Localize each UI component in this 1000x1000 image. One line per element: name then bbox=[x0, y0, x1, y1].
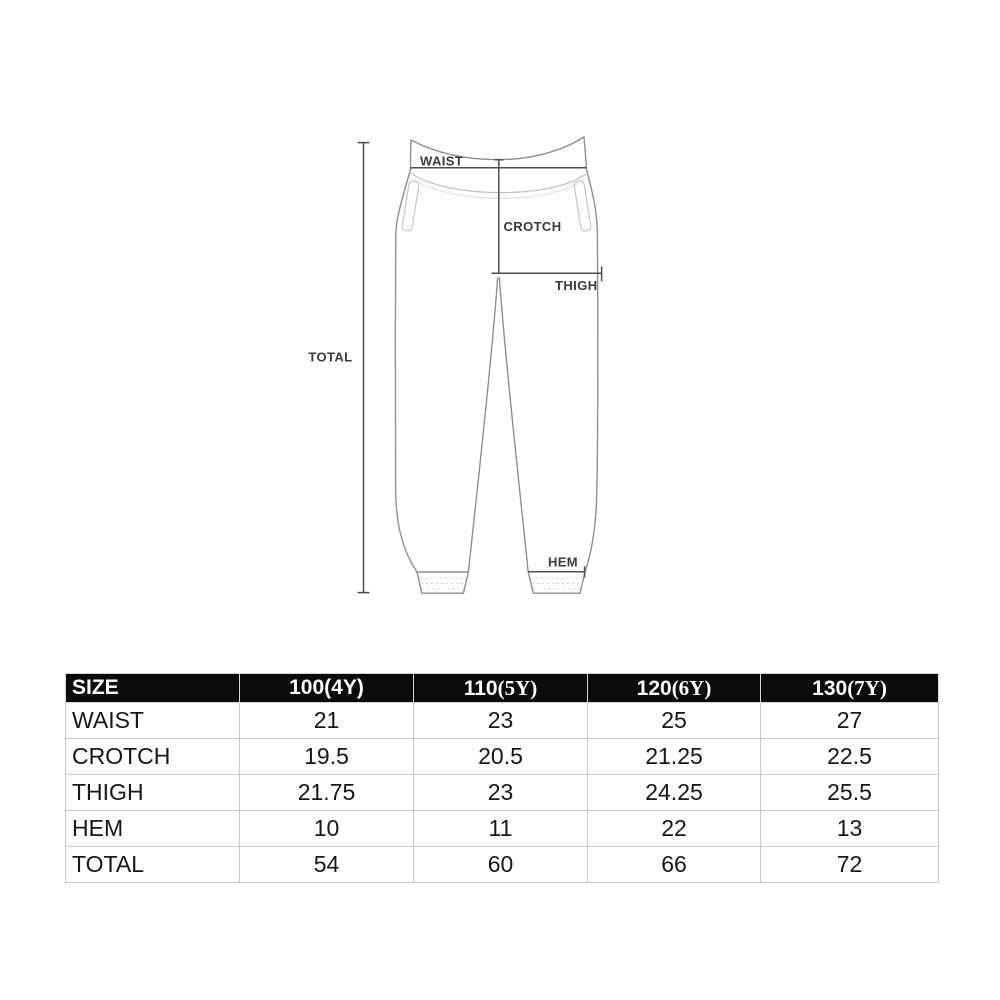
crotch-dimension-line bbox=[495, 160, 504, 273]
header-col-120-6y bbox=[588, 674, 761, 703]
cell-value: 72 bbox=[761, 847, 939, 883]
table-row-thigh bbox=[66, 775, 939, 811]
size-chart-table bbox=[65, 673, 939, 883]
table-row-waist bbox=[66, 703, 939, 739]
waistband-left-edge bbox=[410, 140, 411, 170]
left-outseam bbox=[395, 170, 417, 573]
table-row-crotch bbox=[66, 739, 939, 775]
cell-value: 25 bbox=[588, 703, 761, 739]
header-size-number: 110 bbox=[463, 676, 498, 700]
header-age-suffix: (7Y) bbox=[847, 675, 887, 700]
waistband-right-edge bbox=[584, 137, 587, 170]
header-size-number: 130 bbox=[812, 676, 848, 700]
header-col-110-5y bbox=[414, 674, 588, 703]
row-label-thigh: THIGH bbox=[66, 775, 240, 811]
cell-value: 66 bbox=[588, 847, 761, 883]
left-cuff bbox=[417, 572, 468, 593]
table-header-row bbox=[66, 674, 939, 703]
cell-value: 23 bbox=[414, 703, 588, 739]
cell-value: 11 bbox=[414, 811, 588, 847]
cell-value: 21 bbox=[240, 703, 414, 739]
header-size-number: 100 bbox=[289, 676, 325, 699]
waist-label: WAIST bbox=[420, 153, 464, 169]
total-label: TOTAL bbox=[308, 349, 353, 365]
left-pocket bbox=[402, 181, 420, 232]
crotch-label: CROTCH bbox=[503, 219, 562, 234]
cell-value: 21.75 bbox=[240, 775, 414, 811]
cell-value: 24.25 bbox=[588, 775, 761, 811]
left-cuff-ribbing bbox=[420, 578, 467, 589]
cell-value: 21.25 bbox=[588, 739, 761, 775]
cell-value: 23 bbox=[414, 775, 588, 811]
header-age-suffix: (5Y) bbox=[497, 675, 538, 700]
row-label-hem: HEM bbox=[66, 811, 240, 847]
thigh-label: THIGH bbox=[555, 278, 598, 293]
header-age-suffix: (4Y) bbox=[324, 676, 364, 699]
cell-value: 27 bbox=[761, 703, 939, 739]
header-size: SIZE bbox=[66, 674, 240, 703]
header-col-130-7y bbox=[761, 674, 939, 703]
dimension-lines bbox=[358, 143, 602, 593]
cell-value: 22.5 bbox=[761, 739, 939, 775]
right-inseam bbox=[499, 278, 528, 572]
row-label-crotch: CROTCH bbox=[66, 739, 240, 775]
cell-value: 13 bbox=[761, 811, 939, 847]
dimension-labels bbox=[308, 154, 597, 570]
table-row-total bbox=[66, 847, 939, 883]
left-inseam bbox=[468, 278, 497, 572]
cell-value: 54 bbox=[240, 847, 414, 883]
cell-value: 10 bbox=[240, 811, 414, 847]
header-age-suffix: (6Y) bbox=[671, 675, 712, 700]
hem-label: HEM bbox=[547, 554, 579, 570]
cell-value: 25.5 bbox=[761, 775, 939, 811]
right-cuff-ribbing bbox=[531, 578, 584, 589]
header-col-100-4y bbox=[240, 674, 414, 703]
cell-value: 20.5 bbox=[414, 739, 588, 775]
row-label-total: TOTAL bbox=[66, 847, 240, 883]
cell-value: 60 bbox=[414, 847, 588, 883]
total-dimension-line bbox=[358, 143, 370, 593]
right-pocket bbox=[574, 181, 592, 232]
table-row-hem bbox=[66, 811, 939, 847]
pants-outline bbox=[395, 137, 597, 593]
row-label-waist: WAIST bbox=[66, 703, 240, 739]
cell-value: 19.5 bbox=[240, 739, 414, 775]
right-cuff bbox=[528, 572, 585, 593]
cell-value: 22 bbox=[588, 811, 761, 847]
header-size-number: 120 bbox=[636, 676, 672, 700]
